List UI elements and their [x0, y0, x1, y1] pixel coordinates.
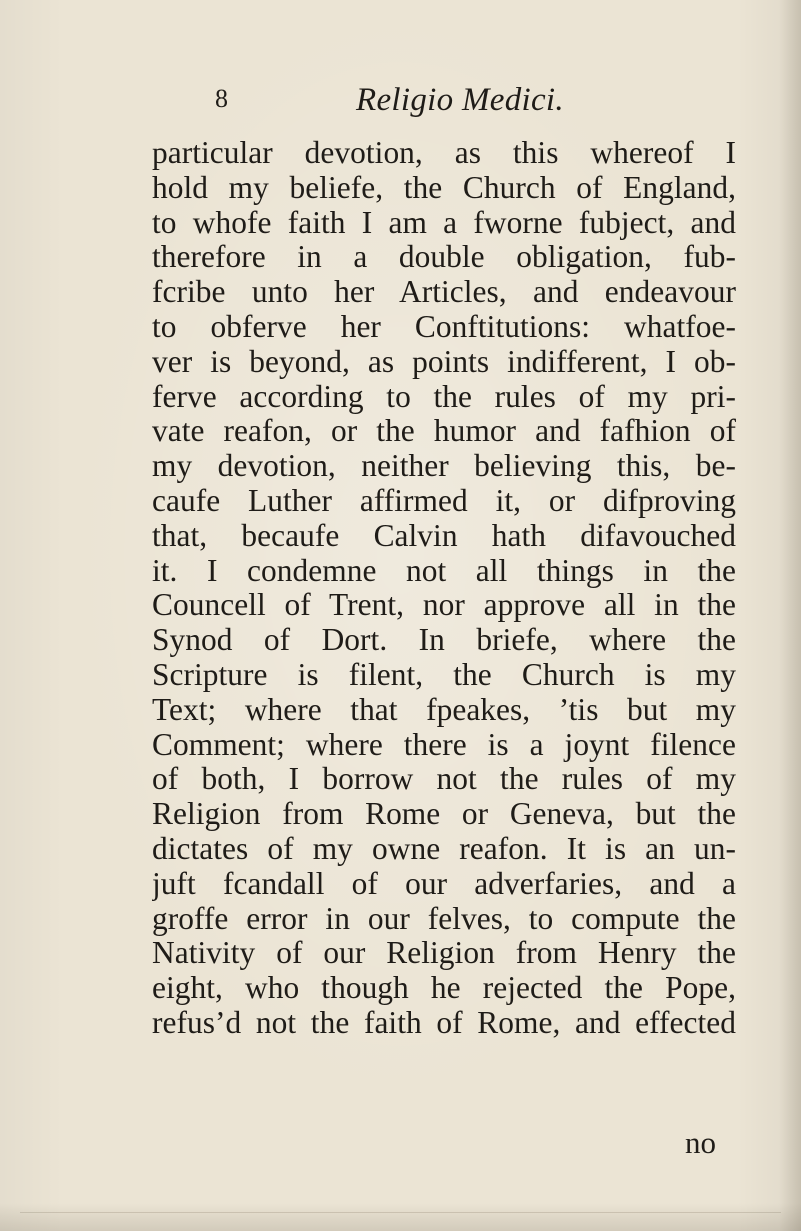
text-line: of both, I borrow not the rules of my [152, 762, 736, 797]
text-line: hold my beliefe, the Church of England, [152, 170, 736, 205]
running-title: Religio Medici. [356, 82, 564, 118]
text-line: Nativity of our Religion from Henry the [152, 936, 736, 971]
text-line: particular devotion, as this whereof I [152, 136, 736, 170]
text-line: to obferve her Conftitutions: whatfoe- [152, 309, 736, 344]
catchword: no [685, 1125, 716, 1160]
page-number: 8 [215, 84, 228, 113]
page-bottom-shadow [0, 1203, 801, 1231]
text-line: caufe Luther affirmed it, or difproving [152, 483, 736, 518]
body-text [152, 136, 736, 1041]
text-line: Scripture is filent, the Church is my [152, 657, 736, 692]
text-line: ferve according to the rules of my pri- [152, 379, 736, 414]
text-line: that, becaufe Calvin hath difavouched [152, 518, 736, 553]
page-edge-shadow [779, 0, 801, 1231]
text-line: therefore in a double obligation, fub- [152, 240, 736, 275]
text-line: groffe error in our felves, to compute the [152, 901, 736, 936]
text-line: eight, who though he rejected the Pope, [152, 971, 736, 1006]
text-line: Comment; where there is a joynt filence [152, 727, 736, 762]
text-line: Religion from Rome or Geneva, but the [152, 797, 736, 832]
running-head [0, 82, 801, 128]
text-line: refus’d not the faith of Rome, and effected [152, 1005, 736, 1040]
text-line: my devotion, neither believing this, be- [152, 449, 736, 484]
text-line: juft fcandall of our adverfaries, and a [152, 866, 736, 901]
page-fold-line [20, 1212, 781, 1213]
text-line: fcribe unto her Articles, and endeavour [152, 275, 736, 310]
text-line: to whofe faith I am a fworne fubject, and [152, 205, 736, 240]
text-line: it. I condemne not all things in the [152, 553, 736, 588]
text-line: Text; where that fpeakes, ’tis but my [152, 692, 736, 727]
text-line: Councell of Trent, nor approve all in the [152, 588, 736, 623]
text-line: Synod of Dort. In briefe, where the [152, 623, 736, 658]
text-line: dictates of my owne reafon. It is an un- [152, 831, 736, 866]
text-line: vate reafon, or the humor and fafhion of [152, 414, 736, 449]
text-line: ver is beyond, as points indifferent, I ob- [152, 344, 736, 379]
